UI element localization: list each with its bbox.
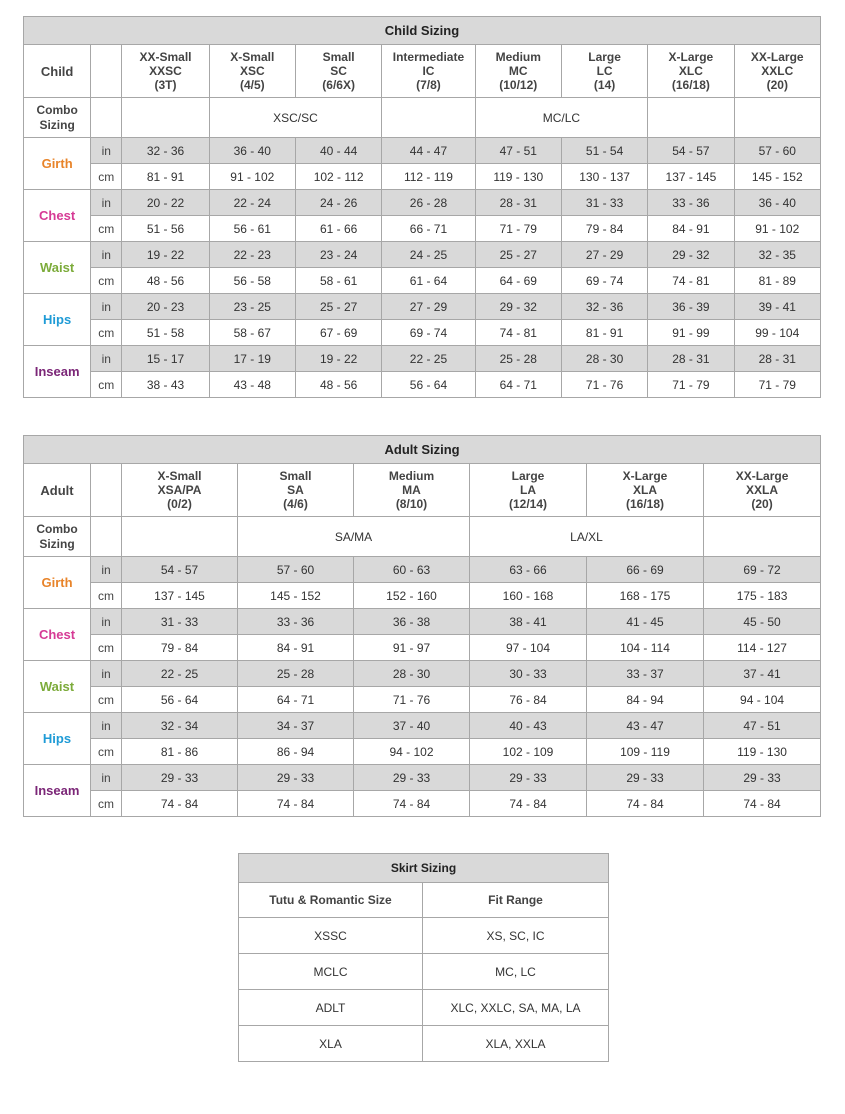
measurement-value: 56 - 61 [209, 216, 295, 242]
measurement-value: 28 - 30 [561, 346, 647, 372]
unit-label-cm: cm [91, 164, 122, 190]
measurement-value: 27 - 29 [561, 242, 647, 268]
measurement-value: 64 - 71 [475, 372, 561, 398]
measurement-value: 54 - 57 [122, 557, 238, 583]
child-chest-cm-row [24, 216, 821, 242]
child-size-header: X-Large XLC (16/18) [648, 45, 734, 98]
adult-hips-in-row [24, 713, 821, 739]
measurement-value: 160 - 168 [470, 583, 587, 609]
child-combo-label: Combo Sizing [24, 98, 91, 138]
measurement-value: 47 - 51 [475, 138, 561, 164]
unit-label-cm: cm [91, 268, 122, 294]
measurement-label-hips: Hips [24, 294, 91, 346]
child-combo-mc-lc: MC/LC [475, 98, 648, 138]
child-combo-xsc-sc: XSC/SC [209, 98, 382, 138]
measurement-value: 84 - 91 [648, 216, 734, 242]
child-size-header: Intermediate IC (7/8) [382, 45, 475, 98]
measurement-value: 67 - 69 [295, 320, 381, 346]
child-sizing-title: Child Sizing [24, 17, 821, 45]
measurement-value: 66 - 71 [382, 216, 475, 242]
measurement-value: 38 - 41 [470, 609, 587, 635]
child-inseam-in-row [24, 346, 821, 372]
measurement-label-chest: Chest [24, 609, 91, 661]
measurement-value: 30 - 33 [470, 661, 587, 687]
measurement-value: 25 - 27 [295, 294, 381, 320]
measurement-value: 25 - 28 [238, 661, 354, 687]
unit-label-in: in [91, 609, 122, 635]
measurement-value: 94 - 104 [704, 687, 821, 713]
child-size-header: XX-Small XXSC (3T) [122, 45, 209, 98]
measurement-value: 58 - 67 [209, 320, 295, 346]
measurement-value: 64 - 71 [238, 687, 354, 713]
unit-label-in: in [91, 138, 122, 164]
measurement-value: 31 - 33 [122, 609, 238, 635]
measurement-value: 32 - 36 [122, 138, 209, 164]
adult-combo-label: Combo Sizing [24, 517, 91, 557]
measurement-value: 34 - 37 [238, 713, 354, 739]
skirt-header-fit: Fit Range [423, 883, 609, 918]
measurement-value: 36 - 40 [209, 138, 295, 164]
measurement-value: 37 - 40 [354, 713, 470, 739]
measurement-value: 25 - 27 [475, 242, 561, 268]
child-inseam-cm-row [24, 372, 821, 398]
measurement-value: 19 - 22 [122, 242, 209, 268]
measurement-value: 137 - 145 [648, 164, 734, 190]
measurement-value: 28 - 31 [475, 190, 561, 216]
measurement-value: 86 - 94 [238, 739, 354, 765]
measurement-value: 102 - 109 [470, 739, 587, 765]
unit-label-in: in [91, 294, 122, 320]
measurement-value: 41 - 45 [587, 609, 704, 635]
measurement-value: 168 - 175 [587, 583, 704, 609]
unit-label-in: in [91, 190, 122, 216]
measurement-value: 91 - 99 [648, 320, 734, 346]
measurement-value: 38 - 43 [122, 372, 209, 398]
measurement-value: 29 - 33 [704, 765, 821, 791]
adult-waist-cm-row [24, 687, 821, 713]
measurement-value: 17 - 19 [209, 346, 295, 372]
measurement-value: 25 - 28 [475, 346, 561, 372]
unit-label-in: in [91, 557, 122, 583]
measurement-value: 145 - 152 [238, 583, 354, 609]
measurement-value: 71 - 76 [354, 687, 470, 713]
adult-size-header: X-Small XSA/PA (0/2) [122, 464, 238, 517]
skirt-sizing-title: Skirt Sizing [239, 854, 609, 883]
unit-label-cm: cm [91, 583, 122, 609]
measurement-value: 130 - 137 [561, 164, 647, 190]
measurement-label-inseam: Inseam [24, 765, 91, 817]
measurement-label-waist: Waist [24, 242, 91, 294]
measurement-value: 57 - 60 [238, 557, 354, 583]
adult-girth-cm-row [24, 583, 821, 609]
unit-label-cm: cm [91, 791, 122, 817]
measurement-value: 58 - 61 [295, 268, 381, 294]
measurement-value: 48 - 56 [295, 372, 381, 398]
adult-size-header: XX-Large XXLA (20) [704, 464, 821, 517]
measurement-value: 84 - 94 [587, 687, 704, 713]
measurement-value: 28 - 31 [648, 346, 734, 372]
measurement-value: 22 - 24 [209, 190, 295, 216]
adult-combo-la-xl: LA/XL [470, 517, 704, 557]
measurement-value: 26 - 28 [382, 190, 475, 216]
measurement-label-chest: Chest [24, 190, 91, 242]
measurement-value: 20 - 23 [122, 294, 209, 320]
measurement-value: 63 - 66 [470, 557, 587, 583]
measurement-value: 36 - 39 [648, 294, 734, 320]
unit-label-in: in [91, 346, 122, 372]
adult-chest-in-row [24, 609, 821, 635]
measurement-value: 175 - 183 [704, 583, 821, 609]
adult-size-header: Large LA (12/14) [470, 464, 587, 517]
measurement-value: 104 - 114 [587, 635, 704, 661]
measurement-value: 47 - 51 [704, 713, 821, 739]
measurement-value: 60 - 63 [354, 557, 470, 583]
measurement-value: 84 - 91 [238, 635, 354, 661]
measurement-value: 23 - 25 [209, 294, 295, 320]
unit-label-cm: cm [91, 635, 122, 661]
child-measurement-rows [24, 138, 821, 398]
measurement-value: 91 - 102 [734, 216, 820, 242]
measurement-value: 97 - 104 [470, 635, 587, 661]
skirt-header-size: Tutu & Romantic Size [239, 883, 423, 918]
child-size-header: XX-Large XXLC (20) [734, 45, 820, 98]
adult-corner-label: Adult [24, 464, 91, 517]
measurement-value: 69 - 74 [561, 268, 647, 294]
skirt-sizing-table [238, 853, 609, 1062]
measurement-value: 81 - 91 [122, 164, 209, 190]
child-hips-cm-row [24, 320, 821, 346]
measurement-value: 36 - 38 [354, 609, 470, 635]
measurement-value: 29 - 33 [122, 765, 238, 791]
unit-label-in: in [91, 661, 122, 687]
measurement-value: 71 - 79 [648, 372, 734, 398]
adult-waist-in-row [24, 661, 821, 687]
child-girth-cm-row [24, 164, 821, 190]
measurement-value: 81 - 86 [122, 739, 238, 765]
measurement-value: 33 - 37 [587, 661, 704, 687]
measurement-label-hips: Hips [24, 713, 91, 765]
measurement-value: 152 - 160 [354, 583, 470, 609]
measurement-value: 74 - 81 [475, 320, 561, 346]
adult-size-header: Medium MA (8/10) [354, 464, 470, 517]
skirt-fit-cell: XS, SC, IC [423, 918, 609, 954]
measurement-value: 24 - 25 [382, 242, 475, 268]
measurement-value: 74 - 84 [470, 791, 587, 817]
measurement-value: 22 - 23 [209, 242, 295, 268]
measurement-value: 32 - 36 [561, 294, 647, 320]
measurement-value: 32 - 34 [122, 713, 238, 739]
skirt-size-cell: XSSC [239, 918, 423, 954]
measurement-value: 48 - 56 [122, 268, 209, 294]
skirt-size-cell: ADLT [239, 990, 423, 1026]
child-hips-in-row [24, 294, 821, 320]
child-girth-in-row [24, 138, 821, 164]
measurement-value: 39 - 41 [734, 294, 820, 320]
measurement-value: 29 - 33 [587, 765, 704, 791]
measurement-value: 76 - 84 [470, 687, 587, 713]
measurement-value: 71 - 79 [734, 372, 820, 398]
measurement-value: 27 - 29 [382, 294, 475, 320]
skirt-fit-cell: MC, LC [423, 954, 609, 990]
measurement-value: 36 - 40 [734, 190, 820, 216]
measurement-value: 61 - 64 [382, 268, 475, 294]
unit-label-in: in [91, 242, 122, 268]
measurement-value: 51 - 56 [122, 216, 209, 242]
adult-girth-in-row [24, 557, 821, 583]
adult-hips-cm-row [24, 739, 821, 765]
measurement-value: 37 - 41 [704, 661, 821, 687]
measurement-value: 74 - 81 [648, 268, 734, 294]
measurement-value: 119 - 130 [475, 164, 561, 190]
measurement-label-waist: Waist [24, 661, 91, 713]
measurement-value: 119 - 130 [704, 739, 821, 765]
child-chest-in-row [24, 190, 821, 216]
unit-label-cm: cm [91, 216, 122, 242]
measurement-value: 24 - 26 [295, 190, 381, 216]
adult-sizing-table [23, 435, 821, 817]
measurement-value: 40 - 44 [295, 138, 381, 164]
measurement-value: 32 - 35 [734, 242, 820, 268]
child-size-header: Medium MC (10/12) [475, 45, 561, 98]
unit-label-cm: cm [91, 372, 122, 398]
measurement-value: 33 - 36 [238, 609, 354, 635]
measurement-value: 74 - 84 [122, 791, 238, 817]
skirt-fit-cell: XLA, XXLA [423, 1026, 609, 1062]
measurement-value: 74 - 84 [238, 791, 354, 817]
measurement-value: 56 - 64 [382, 372, 475, 398]
child-waist-cm-row [24, 268, 821, 294]
measurement-value: 109 - 119 [587, 739, 704, 765]
measurement-value: 51 - 54 [561, 138, 647, 164]
measurement-value: 71 - 79 [475, 216, 561, 242]
measurement-value: 51 - 58 [122, 320, 209, 346]
measurement-value: 33 - 36 [648, 190, 734, 216]
unit-label-in: in [91, 765, 122, 791]
adult-chest-cm-row [24, 635, 821, 661]
measurement-value: 44 - 47 [382, 138, 475, 164]
child-waist-in-row [24, 242, 821, 268]
unit-label-cm: cm [91, 320, 122, 346]
measurement-value: 81 - 89 [734, 268, 820, 294]
measurement-value: 29 - 33 [238, 765, 354, 791]
measurement-value: 54 - 57 [648, 138, 734, 164]
measurement-value: 112 - 119 [382, 164, 475, 190]
measurement-value: 137 - 145 [122, 583, 238, 609]
measurement-label-girth: Girth [24, 557, 91, 609]
measurement-value: 29 - 33 [354, 765, 470, 791]
adult-inseam-cm-row [24, 791, 821, 817]
measurement-value: 22 - 25 [382, 346, 475, 372]
measurement-value: 69 - 72 [704, 557, 821, 583]
measurement-value: 91 - 102 [209, 164, 295, 190]
measurement-value: 91 - 97 [354, 635, 470, 661]
measurement-value: 40 - 43 [470, 713, 587, 739]
adult-size-header: Small SA (4/6) [238, 464, 354, 517]
unit-label-cm: cm [91, 739, 122, 765]
measurement-value: 69 - 74 [382, 320, 475, 346]
measurement-value: 28 - 30 [354, 661, 470, 687]
measurement-value: 20 - 22 [122, 190, 209, 216]
measurement-value: 64 - 69 [475, 268, 561, 294]
measurement-value: 29 - 33 [470, 765, 587, 791]
skirt-size-cell: MCLC [239, 954, 423, 990]
adult-size-header: X-Large XLA (16/18) [587, 464, 704, 517]
measurement-value: 31 - 33 [561, 190, 647, 216]
measurement-value: 56 - 58 [209, 268, 295, 294]
measurement-value: 74 - 84 [704, 791, 821, 817]
measurement-value: 79 - 84 [561, 216, 647, 242]
measurement-value: 23 - 24 [295, 242, 381, 268]
measurement-value: 45 - 50 [704, 609, 821, 635]
skirt-fit-cell: XLC, XXLC, SA, MA, LA [423, 990, 609, 1026]
adult-measurement-rows [24, 557, 821, 817]
measurement-label-inseam: Inseam [24, 346, 91, 398]
child-corner-label: Child [24, 45, 91, 98]
adult-sizing-title: Adult Sizing [24, 436, 821, 464]
measurement-value: 114 - 127 [704, 635, 821, 661]
child-sizing-table [23, 16, 821, 398]
measurement-value: 99 - 104 [734, 320, 820, 346]
measurement-value: 43 - 48 [209, 372, 295, 398]
adult-combo-sa-ma: SA/MA [238, 517, 470, 557]
measurement-value: 66 - 69 [587, 557, 704, 583]
measurement-value: 94 - 102 [354, 739, 470, 765]
measurement-value: 28 - 31 [734, 346, 820, 372]
measurement-value: 145 - 152 [734, 164, 820, 190]
child-size-header: Large LC (14) [561, 45, 647, 98]
measurement-value: 79 - 84 [122, 635, 238, 661]
unit-label-in: in [91, 713, 122, 739]
measurement-value: 43 - 47 [587, 713, 704, 739]
measurement-value: 74 - 84 [354, 791, 470, 817]
measurement-value: 22 - 25 [122, 661, 238, 687]
measurement-value: 29 - 32 [475, 294, 561, 320]
measurement-value: 61 - 66 [295, 216, 381, 242]
measurement-value: 74 - 84 [587, 791, 704, 817]
measurement-value: 81 - 91 [561, 320, 647, 346]
unit-label-cm: cm [91, 687, 122, 713]
measurement-value: 15 - 17 [122, 346, 209, 372]
skirt-size-cell: XLA [239, 1026, 423, 1062]
measurement-value: 57 - 60 [734, 138, 820, 164]
adult-inseam-in-row [24, 765, 821, 791]
measurement-value: 102 - 112 [295, 164, 381, 190]
measurement-value: 19 - 22 [295, 346, 381, 372]
measurement-value: 56 - 64 [122, 687, 238, 713]
measurement-label-girth: Girth [24, 138, 91, 190]
child-size-header: X-Small XSC (4/5) [209, 45, 295, 98]
measurement-value: 71 - 76 [561, 372, 647, 398]
measurement-value: 29 - 32 [648, 242, 734, 268]
child-size-header: Small SC (6/6X) [295, 45, 381, 98]
